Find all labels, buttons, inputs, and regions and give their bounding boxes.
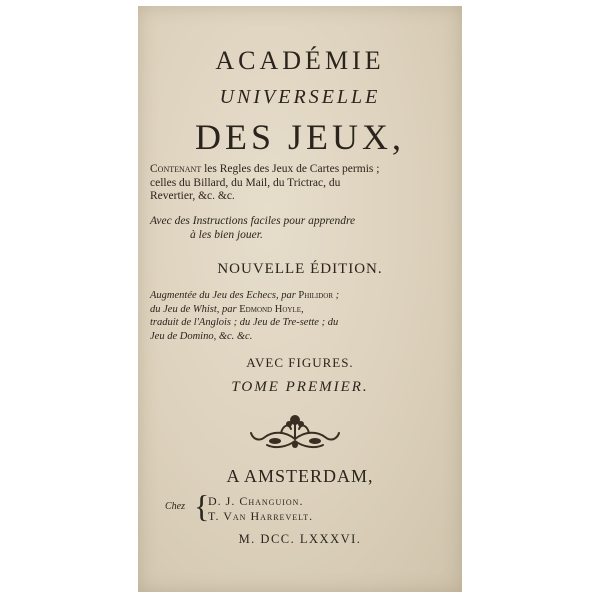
instructions-line-2: à les bien jouer. xyxy=(190,229,263,241)
figures-line: AVEC FIGURES. xyxy=(246,355,354,370)
edition-heading: NOUVELLE ÉDITION. xyxy=(217,261,383,277)
contents-line-3: Revertier, &c. &c. xyxy=(150,190,235,202)
floral-ornament-icon xyxy=(245,411,345,453)
title-line-des-jeux: DES JEUX, xyxy=(194,117,405,157)
additions-line-3: traduit de l'Anglois ; du Jeu de Tre-sette ; du xyxy=(150,317,339,328)
chez-label: Chez xyxy=(165,501,185,512)
publisher-2: T. Van Harrevelt. xyxy=(208,509,314,523)
additions-line-4: Jeu de Domino, &c. &c. xyxy=(150,330,253,342)
title-line-universelle: UNIVERSELLE xyxy=(219,86,381,108)
brace-icon: { xyxy=(194,488,210,524)
title-page xyxy=(138,6,462,592)
contents-line-1: Contenant les Regles des Jeux de Cartes permis ; xyxy=(150,163,380,175)
contents-paragraph xyxy=(150,163,450,204)
publishers-block xyxy=(208,494,313,524)
additions-line-2: du Jeu de Whist, par Edmond Hoyle, xyxy=(150,303,304,315)
additions-line-1: Augmentée du Jeu des Echecs, par Philidor ; xyxy=(150,290,340,301)
title-line-academie: ACADÉMIE xyxy=(215,46,385,75)
contents-line-2: celles du Billard, du Mail, du Trictrac, du xyxy=(150,176,341,189)
imprint-date: M. DCC. LXXXVI. xyxy=(238,532,362,546)
instructions-line-1: Avec des Instructions faciles pour apprendre xyxy=(150,215,356,227)
additions-paragraph xyxy=(150,289,450,343)
tome-line: TOME PREMIER. xyxy=(231,379,369,395)
publisher-1: D. J. Changuion. xyxy=(208,494,304,508)
contents-lead: Contenant xyxy=(150,163,202,175)
instructions-paragraph xyxy=(150,214,450,242)
imprint-city: A AMSTERDAM, xyxy=(226,466,374,486)
